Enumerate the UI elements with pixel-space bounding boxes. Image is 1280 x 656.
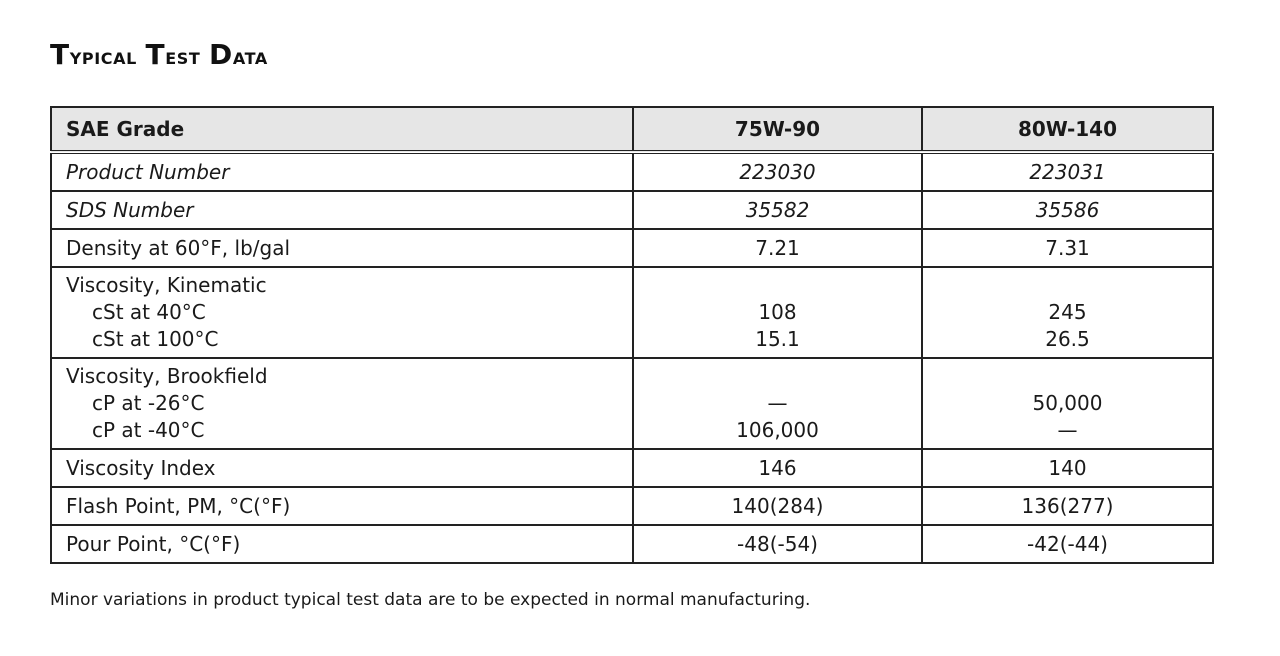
row-value: 140(284)	[633, 487, 922, 525]
row-value: 136(277)	[922, 487, 1213, 525]
row-label-group	[51, 358, 633, 449]
row-value: 108	[758, 300, 797, 324]
page-title	[50, 38, 268, 71]
table-row	[51, 525, 1213, 563]
title-rest: est	[165, 44, 201, 70]
row-label: Flash Point, PM, °C(°F)	[51, 487, 633, 525]
row-value: 106,000	[736, 418, 819, 442]
table-header-row	[51, 107, 1213, 152]
header-sae-grade: SAE Grade	[51, 107, 633, 152]
row-label: Product Number	[51, 152, 633, 191]
row-value: -48(-54)	[633, 525, 922, 563]
row-label-group	[51, 267, 633, 358]
row-sublabel: cSt at 40°C	[92, 300, 206, 324]
row-label: Viscosity, Kinematic	[66, 273, 267, 297]
row-value: 15.1	[755, 327, 800, 351]
row-label: Pour Point, °C(°F)	[51, 525, 633, 563]
row-value-group	[633, 358, 922, 449]
row-value-group	[922, 267, 1213, 358]
row-value: 245	[1048, 300, 1087, 324]
row-value: 7.31	[922, 229, 1213, 267]
row-value: —	[1057, 418, 1078, 442]
table-row	[51, 449, 1213, 487]
row-value: 26.5	[1045, 327, 1090, 351]
row-value: 140	[922, 449, 1213, 487]
title-rest: ypical	[69, 44, 137, 70]
test-data-table	[50, 106, 1214, 564]
row-sublabel: cSt at 100°C	[92, 327, 219, 351]
title-rest: ata	[232, 44, 268, 70]
table-row	[51, 191, 1213, 229]
row-value: 7.21	[633, 229, 922, 267]
row-label: Density at 60°F, lb/gal	[51, 229, 633, 267]
row-label: Viscosity Index	[51, 449, 633, 487]
title-initial: D	[208, 38, 233, 71]
row-value: 50,000	[1032, 391, 1103, 415]
row-value: 223030	[633, 152, 922, 191]
row-value: 146	[633, 449, 922, 487]
header-grade-75w90: 75W-90	[633, 107, 922, 152]
table-row	[51, 358, 1213, 449]
row-value: -42(-44)	[922, 525, 1213, 563]
title-initial: T	[50, 38, 70, 71]
row-value: 223031	[922, 152, 1213, 191]
table-row	[51, 152, 1213, 191]
table-row	[51, 267, 1213, 358]
title-initial: T	[145, 38, 166, 71]
row-label: Viscosity, Brookfield	[66, 364, 268, 388]
table-row	[51, 229, 1213, 267]
row-label: SDS Number	[51, 191, 633, 229]
row-value-group	[633, 267, 922, 358]
row-value: 35582	[633, 191, 922, 229]
row-value: 35586	[922, 191, 1213, 229]
table-row	[51, 487, 1213, 525]
row-sublabel: cP at -40°C	[92, 418, 205, 442]
row-value-group	[922, 358, 1213, 449]
header-grade-80w140: 80W-140	[922, 107, 1213, 152]
footnote: Minor variations in product typical test data are to be expected in normal manufacturing.	[50, 590, 811, 610]
row-value: —	[767, 391, 788, 415]
row-sublabel: cP at -26°C	[92, 391, 205, 415]
